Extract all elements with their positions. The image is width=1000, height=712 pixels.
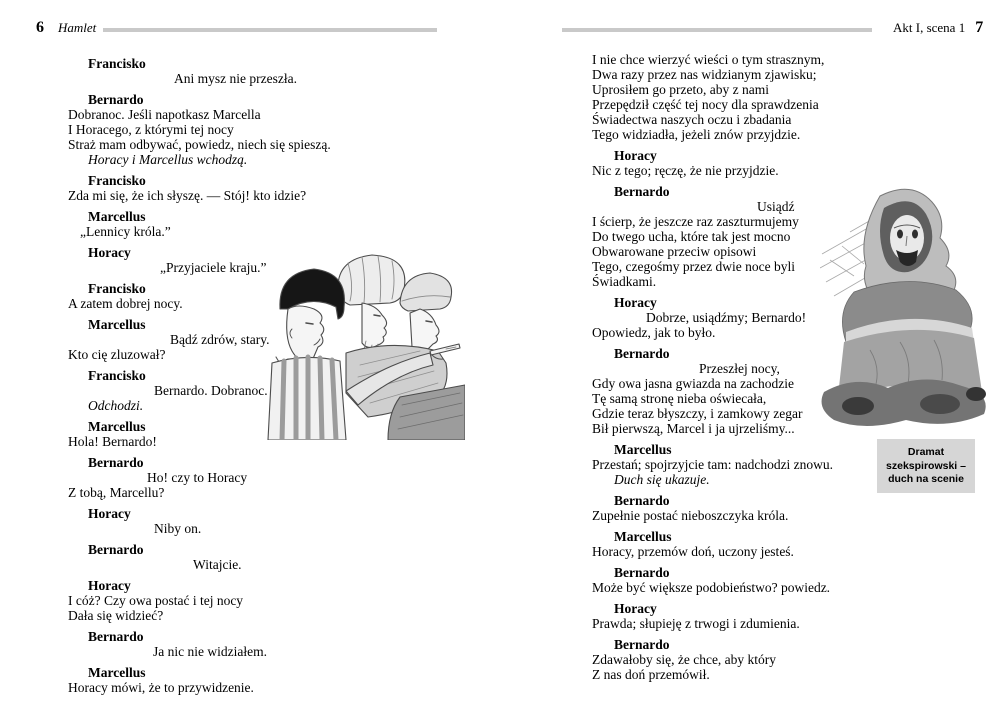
speaker-name: Bernardo	[88, 542, 144, 557]
verse-line: I ścierp, że jeszcze raz zaszturmujemy	[592, 214, 799, 229]
verse-line: Bił pierwszą, Marcel i ja ujrzeliśmy...	[592, 421, 795, 436]
verse-line: Horacy, przemów doń, uczony jesteś.	[592, 544, 794, 559]
verse-line: Obwarowane przeciw opisowi	[592, 244, 757, 259]
verse-line: Dobrze, usiądźmy; Bernardo!	[646, 310, 807, 325]
speaker-name: Bernardo	[88, 92, 144, 107]
verse-line: Prawda; słupieję z trwogi i zdumienia.	[592, 616, 800, 631]
verse-line: I nie chce wierzyć wieści o tym strasznym,	[592, 52, 825, 67]
speaker-name: Horacy	[88, 506, 131, 521]
speaker-name: Horacy	[88, 245, 131, 260]
verse-line: Przeszłej nocy,	[699, 361, 780, 376]
speaker-name: Marcellus	[88, 419, 146, 434]
verse-line: Z nas doń przemówił.	[592, 667, 710, 682]
speaker-name: Francisko	[88, 56, 146, 71]
verse-line: Świadkami.	[592, 274, 657, 289]
speaker-name: Horacy	[614, 148, 657, 163]
left-page-header	[36, 19, 96, 37]
verse-line: Niby on.	[154, 521, 202, 536]
margin-note-line: szekspirowski –	[886, 459, 966, 472]
speaker-name: Bernardo	[88, 455, 144, 470]
verse-line: Gdzie teraz błyszczy, i zamkowy zegar	[592, 406, 803, 421]
verse-line: I cóż? Czy owa postać i tej nocy	[68, 593, 244, 608]
verse-line: Tę samą stronę nieba oświecała,	[592, 391, 767, 406]
verse-line: Bernardo. Dobranoc.	[154, 383, 268, 398]
stage-direction: Horacy i Marcellus wchodzą.	[88, 152, 248, 167]
verse-line: Uprosiłem go przeto, aby z nami	[592, 82, 769, 97]
speaker-name: Horacy	[614, 295, 657, 310]
verse-line: Ani mysz nie przeszła.	[174, 71, 297, 86]
verse-line: Gdy owa jasna gwiazda na zachodzie	[592, 376, 795, 391]
verse-line: Tego, czegośmy przez dwie noce byli	[592, 259, 795, 274]
verse-line: Przepędził część tej nocy dla sprawdzenia	[592, 97, 819, 112]
verse-line: „Lennicy króla.”	[80, 224, 171, 239]
verse-line: Hola! Bernardo!	[68, 434, 157, 449]
speaker-name: Bernardo	[614, 184, 670, 199]
verse-line: Do twego ucha, które tak jest mocno	[592, 229, 791, 244]
verse-line: Zda mi się, że ich słyszę. — Stój! kto idzie?	[68, 188, 307, 203]
right-running-title: Akt I, scena 1	[893, 20, 966, 35]
speaker-name: Bernardo	[614, 493, 670, 508]
verse-line: Dała się widzieć?	[68, 608, 164, 623]
left-running-title: Hamlet	[58, 20, 97, 35]
verse-line: Z tobą, Marcellu?	[68, 485, 165, 500]
ghost-illustration	[820, 180, 1000, 435]
left-page-number: 6	[36, 19, 44, 36]
verse-line: „Przyjaciele kraju.”	[160, 260, 267, 275]
speaker-name: Francisko	[88, 281, 146, 296]
speaker-name: Marcellus	[88, 209, 146, 224]
verse-line: Kto cię zluzował?	[68, 347, 166, 362]
stage-direction: Duch się ukazuje.	[614, 472, 710, 487]
speaker-name: Francisko	[88, 173, 146, 188]
verse-line: A zatem dobrej nocy.	[68, 296, 183, 311]
verse-line: Dobranoc. Jeśli napotkasz Marcella	[68, 107, 261, 122]
verse-line: Nic z tego; ręczę, że nie przyjdzie.	[592, 163, 779, 178]
verse-line: Bądź zdrów, stary.	[170, 332, 270, 347]
speaker-name: Bernardo	[614, 637, 670, 652]
margin-note	[877, 439, 975, 493]
verse-line: Przestań; spojrzyjcie tam: nadchodzi znowu.	[592, 457, 834, 472]
verse-line: Świadectwa naszych oczu i zbadania	[592, 112, 792, 127]
speaker-name: Marcellus	[88, 317, 146, 332]
speaker-name: Marcellus	[614, 529, 672, 544]
verse-line: Ja nic nie widziałem.	[153, 644, 267, 659]
verse-line: Tego widziadła, jeżeli znów przyjdzie.	[592, 127, 801, 142]
speaker-name: Marcellus	[88, 665, 146, 680]
speaker-name: Bernardo	[88, 629, 144, 644]
right-header-rule	[562, 28, 872, 32]
speaker-name: Marcellus	[614, 442, 672, 457]
verse-line: Może być większe podobieństwo? powiedz.	[592, 580, 831, 595]
right-page-header	[893, 19, 983, 37]
speaker-name: Bernardo	[614, 565, 670, 580]
verse-line: Zupełnie postać nieboszczyka króla.	[592, 508, 789, 523]
left-header-rule	[103, 28, 437, 32]
verse-line: Witajcie.	[193, 557, 242, 572]
speaker-name: Francisko	[88, 368, 146, 383]
speaker-name: Horacy	[88, 578, 131, 593]
verse-line: Straż mam odbywać, powiedz, niech się spieszą.	[68, 137, 331, 152]
verse-line: Opowiedz, jak to było.	[592, 325, 716, 340]
verse-line: Dwa razy przez nas widzianym zjawisku;	[592, 67, 817, 82]
verse-line: Zdawałoby się, że chce, aby który	[592, 652, 777, 667]
verse-line: Usiądź	[757, 199, 795, 214]
speaker-name: Horacy	[614, 601, 657, 616]
stage-direction: Odchodzi.	[88, 398, 144, 413]
right-page-number: 7	[975, 19, 984, 36]
verse-line: Ho! czy to Horacy	[147, 470, 248, 485]
verse-line: Horacy mówi, że to przywidzenie.	[68, 680, 254, 695]
margin-note-line: duch na scenie	[888, 473, 964, 485]
guards-illustration	[250, 245, 465, 440]
verse-line: I Horacego, z którymi tej nocy	[68, 122, 234, 137]
speaker-name: Bernardo	[614, 346, 670, 361]
margin-note-line: Dramat	[907, 446, 945, 458]
